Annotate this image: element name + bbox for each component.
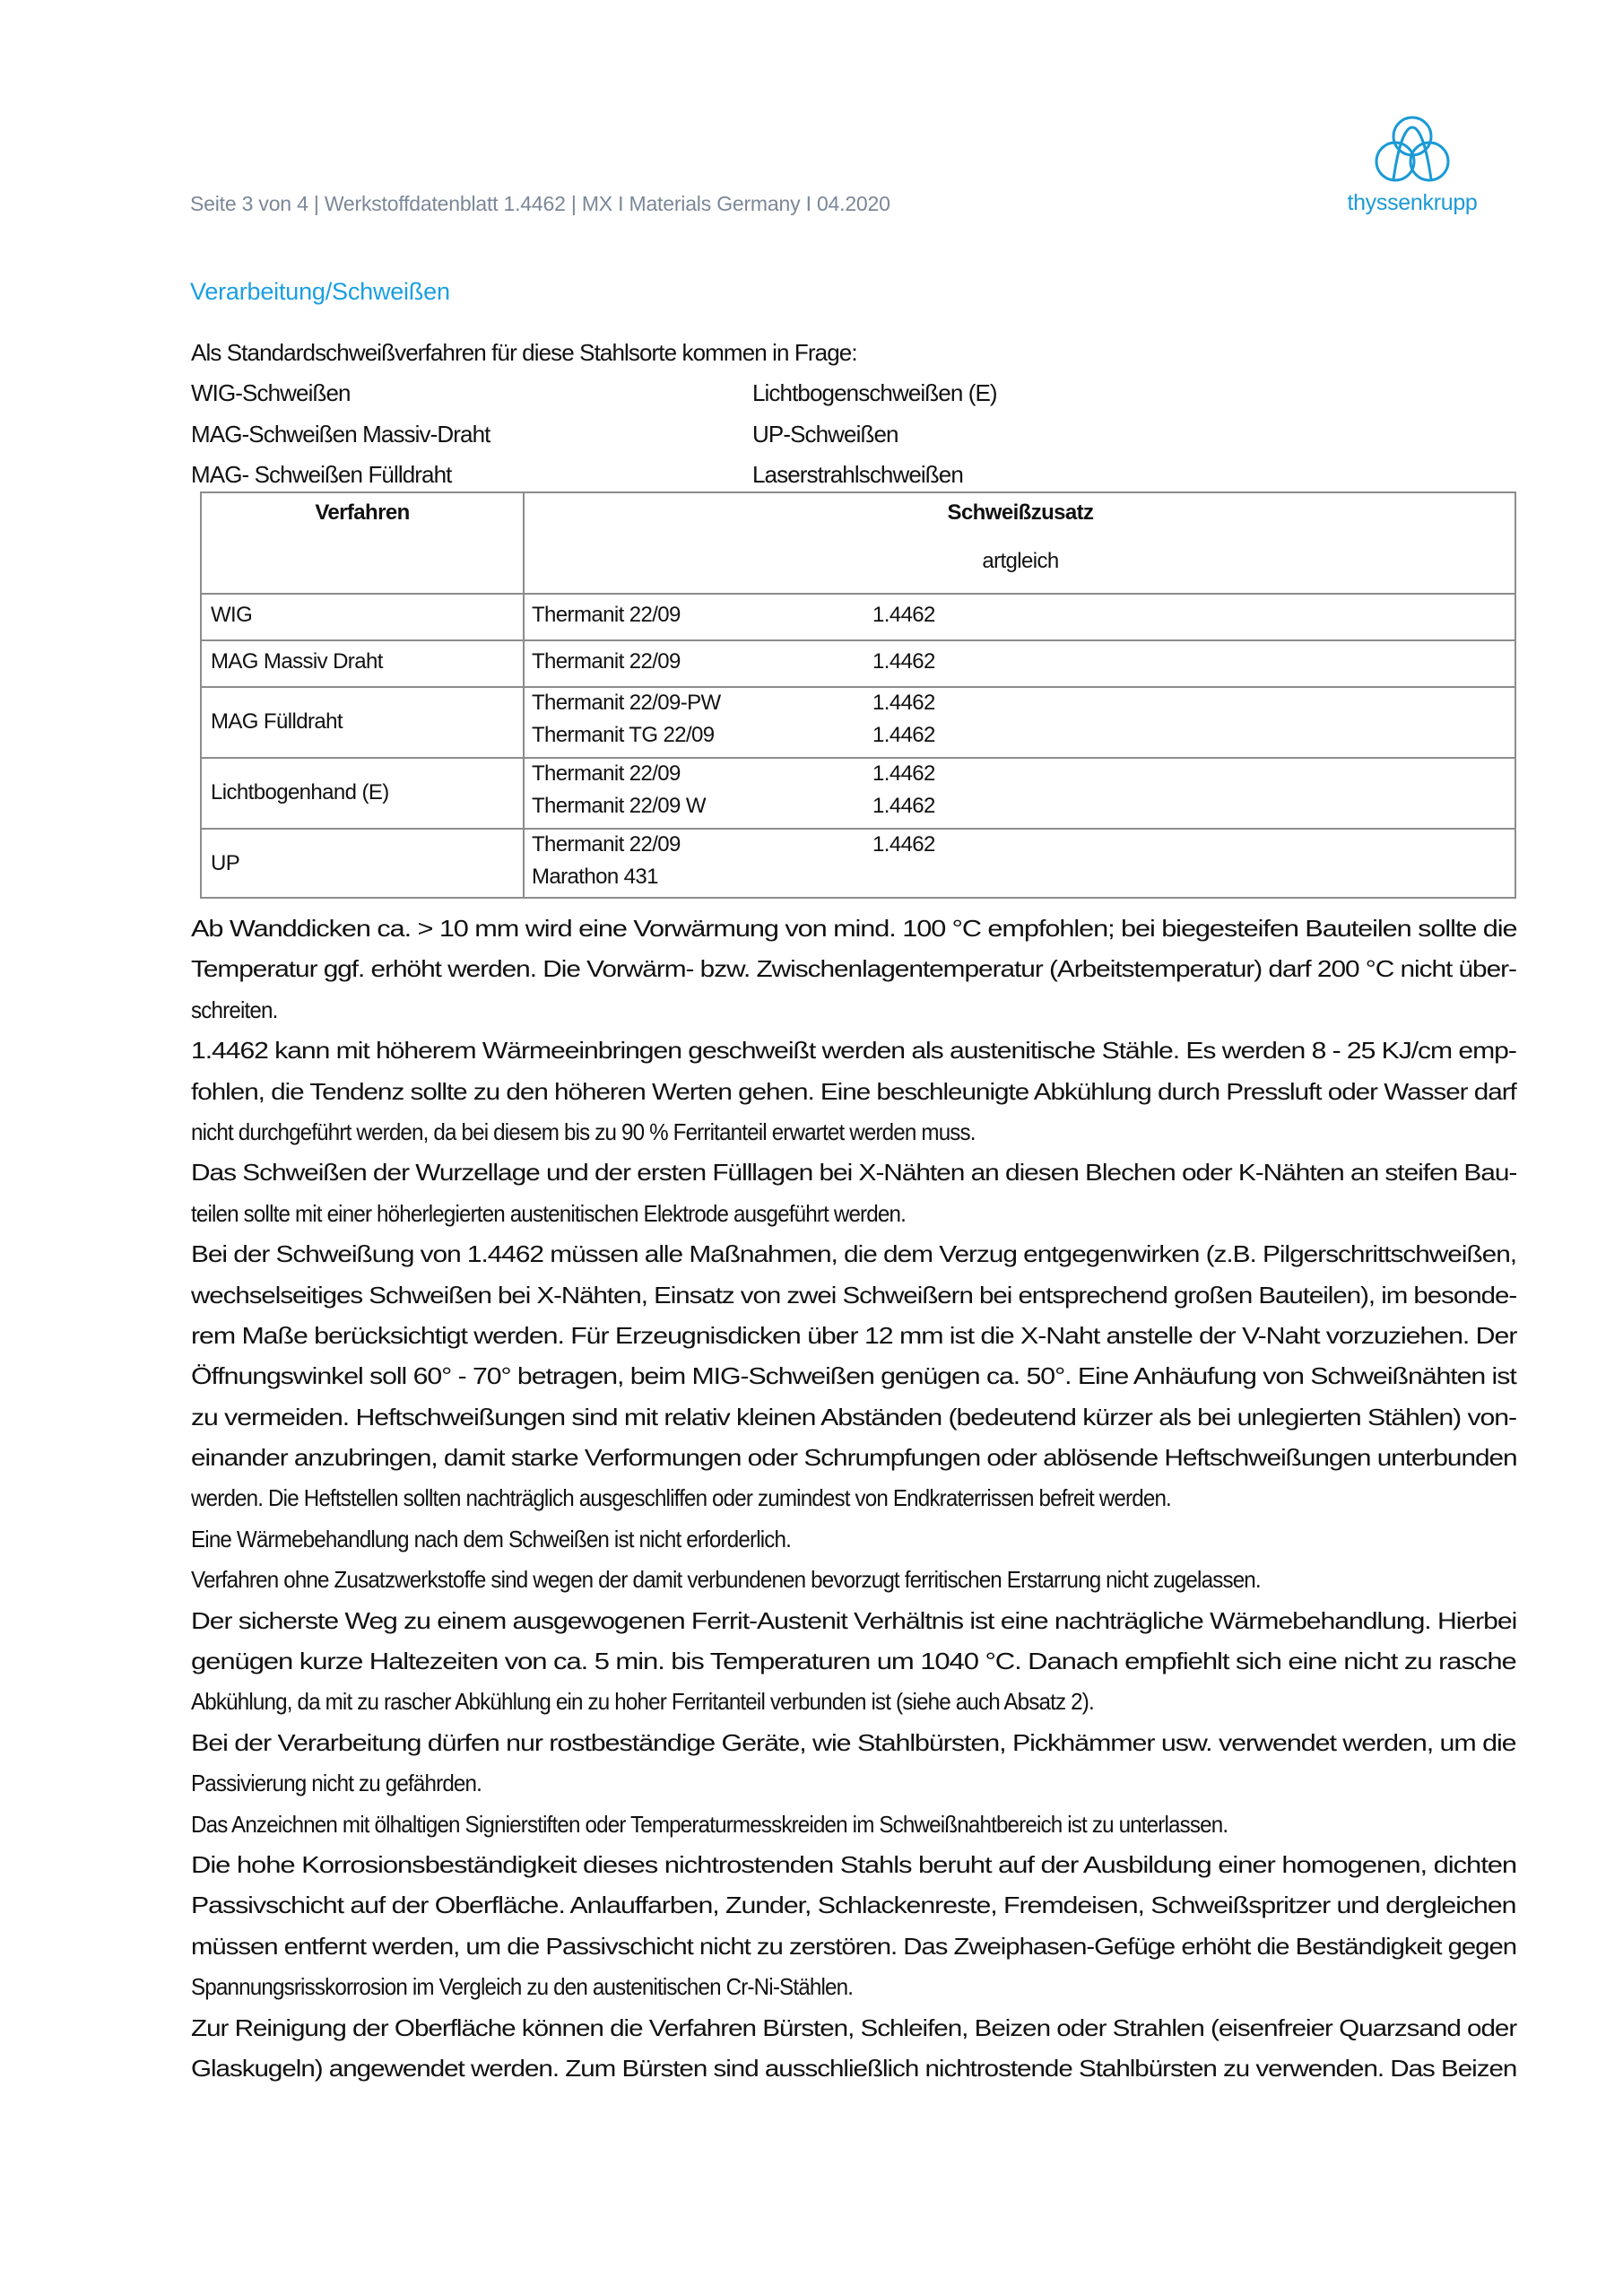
body-text-line: Zur Reinigung der Oberfläche können die Verfahren Bürsten, Schleifen, Beizen oder Strahlen (eisenfreier Quarzsand oder: [191, 2013, 1517, 2041]
body-text-line: Bei der Verarbeitung dürfen nur rostbeständige Geräte, wie Stahlbürsten, Pickhämmer usw. verwendet werden, um die: [191, 1728, 1516, 1756]
table-row-divider: [202, 686, 1515, 688]
process-item: Laserstrahlschweißen: [752, 461, 963, 488]
body-text-line: Temperatur ggf. erhöht werden. Die Vorwärm- bzw. Zwischenlagentemperatur (Arbeitstemperatur) darf 200 °C nicht über-: [191, 955, 1516, 983]
row-filler-material: 1.4462: [872, 603, 935, 627]
body-text-line: Der sicherste Weg zu einem ausgewogenen Ferrit-Austenit Verhältnis ist eine nachträgliche Wärmebehandlung. Hierbei: [191, 1606, 1517, 1634]
table-header-schweisszusatz: Schweißzusatz: [947, 500, 1094, 525]
body-text-line: wechselseitiges Schweißen bei X-Nähten, Einsatz von zwei Schweißern bei entsprechend großen Bauteilen), im besonde-: [191, 1281, 1517, 1309]
body-text-line: rem Maße berücksichtigt werden. Für Erzeugnisdicken über 12 mm ist die X-Naht anstelle der V-Naht vorzuziehen. Der: [191, 1321, 1517, 1349]
row-filler-material: 1.4462: [872, 832, 935, 857]
row-verfahren: MAG Massiv Draht: [211, 649, 383, 674]
row-filler-material: 1.4462: [872, 649, 935, 674]
body-text-line: teilen sollte mit einer höherlegierten austenitischen Elektrode ausgeführt werden.: [191, 1199, 906, 1227]
section-heading: Verarbeitung/Schweißen: [190, 278, 450, 305]
row-filler-material: 1.4462: [872, 723, 935, 747]
body-text-line: einander anzubringen, damit starke Verformungen oder Schrumpfungen oder ablösende Heftschweißungen unterbunden: [191, 1444, 1517, 1472]
brand-name: thyssenkrupp: [1347, 190, 1478, 215]
row-filler-material: 1.4462: [872, 794, 935, 818]
body-text-line: Glaskugeln) angewendet werden. Zum Bürsten sind ausschließlich nichtrostende Stahlbürsten zu verwenden. Das Beizen: [191, 2054, 1517, 2082]
row-filler-name: Marathon 431: [532, 865, 658, 889]
body-text-line: genügen kurze Haltezeiten von ca. 5 min. bis Temperaturen um 1040 °C. Danach empfiehlt sich eine nicht zu rasche: [191, 1648, 1516, 1675]
body-text-line: nicht durchgeführt werden, da bei diesem bis zu 90 % Ferritanteil erwartet werden muss.: [191, 1118, 976, 1145]
row-filler-material: 1.4462: [872, 761, 935, 786]
body-text-line: Ab Wanddicken ca. > 10 mm wird eine Vorwärmung von mind. 100 °C empfohlen; bei biegesteifen Bauteilen sollte die: [191, 915, 1517, 942]
row-verfahren: Lichtbogenhand (E): [211, 780, 389, 804]
table-subheader-artgleich: artgleich: [982, 549, 1059, 573]
body-text-line: Passivierung nicht zu gefährden.: [191, 1770, 482, 1797]
body-text-line: Spannungsrisskorrosion im Vergleich zu den austenitischen Cr-Ni-Stählen.: [191, 1973, 854, 2001]
body-text-line: schreiten.: [191, 996, 278, 1023]
row-filler-name: Thermanit 22/09: [532, 603, 681, 627]
body-text-line: Passivschicht auf der Oberfläche. Anlauffarben, Zunder, Schlackenreste, Fremdeisen, Schweißspritzer und dergleichen: [191, 1892, 1516, 1919]
body-text-line: zu vermeiden. Heftschweißungen sind mit relativ kleinen Abständen (bedeutend kürzer als bei unlegierten Stählen) von-: [191, 1403, 1517, 1431]
row-verfahren: WIG: [211, 603, 253, 627]
process-item: MAG- Schweißen Fülldraht: [191, 461, 452, 488]
intro-lead: Als Standardschweißverfahren für diese Stahlsorte kommen in Frage:: [191, 339, 857, 366]
row-verfahren: UP: [211, 851, 240, 875]
body-text: [191, 913, 1516, 2093]
body-text-line: Bei der Schweißung von 1.4462 müssen alle Maßnahmen, die dem Verzug entgegenwirken (z.B. Pilgerschrittschweißen,: [191, 1240, 1517, 1268]
welding-filler-table: [200, 491, 1516, 899]
body-text-line: Die hohe Korrosionsbeständigkeit dieses nichtrostenden Stahls beruht auf der Ausbildung einer homogenen, dichten: [191, 1850, 1517, 1878]
body-text-line: Eine Wärmebehandlung nach dem Schweißen ist nicht erforderlich.: [191, 1525, 792, 1552]
row-verfahren: MAG Fülldraht: [211, 709, 343, 734]
table-row-divider: [202, 757, 1515, 759]
table-header-verfahren: Verfahren: [315, 500, 410, 525]
row-filler-name: Thermanit 22/09: [532, 649, 681, 674]
row-filler-name: Thermanit 22/09: [532, 761, 681, 786]
page-header-text: Seite 3 von 4 | Werkstoffdatenblatt 1.4462 | MX I Materials Germany I 04.2020: [190, 192, 890, 215]
process-item: MAG-Schweißen Massiv-Draht: [191, 421, 490, 448]
process-item: Lichtbogenschweißen (E): [752, 379, 997, 406]
body-text-line: Öffnungswinkel soll 60° - 70° betragen, beim MIG-Schweißen genügen ca. 50°. Eine Anhäufung von Schweißnähten ist: [191, 1362, 1516, 1390]
body-text-line: Das Anzeichnen mit ölhaltigen Signierstiften oder Temperaturmesskreiden im Schweißnahtbereich ist zu unterlassen.: [191, 1810, 1228, 1838]
row-filler-name: Thermanit TG 22/09: [532, 723, 715, 747]
table-row-divider: [202, 639, 1515, 641]
body-text-line: Das Schweißen der Wurzellage und der ersten Fülllagen bei X-Nähten an diesen Blechen oder K-Nähten an steifen Bau-: [191, 1159, 1517, 1187]
body-text-line: 1.4462 kann mit höherem Wärmeeinbringen geschweißt werden als austenitische Stähle. Es werden 8 - 25 KJ/cm emp-: [191, 1037, 1516, 1065]
body-text-line: Verfahren ohne Zusatzwerkstoffe sind wegen der damit verbundenen bevorzugt ferritischen Erstarrung nicht zugelassen.: [191, 1566, 1261, 1594]
process-item: WIG-Schweißen: [191, 379, 351, 406]
row-filler-material: 1.4462: [872, 691, 935, 715]
body-text-line: werden. Die Heftstellen sollten nachträglich ausgeschliffen oder zumindest von Endkraterrissen befreit werden.: [191, 1484, 1171, 1512]
row-filler-name: Thermanit 22/09: [532, 832, 681, 857]
row-filler-name: Thermanit 22/09 W: [532, 794, 706, 818]
body-text-line: fohlen, die Tendenz sollte zu den höheren Werten gehen. Eine beschleunigte Abkühlung durch Pressluft oder Wasser darf: [191, 1077, 1516, 1105]
brand-logo: [1336, 115, 1488, 222]
row-filler-name: Thermanit 22/09-PW: [532, 691, 721, 715]
table-row-divider: [202, 593, 1515, 595]
body-text-line: müssen entfernt werden, um die Passivschicht nicht zu zerstören. Das Zweiphasen-Gefüge erhöht die Beständigkeit gegen: [191, 1932, 1517, 1960]
process-item: UP-Schweißen: [752, 421, 898, 448]
thyssenkrupp-rings-logo-icon: [1374, 115, 1451, 187]
table-row-divider: [202, 828, 1515, 830]
body-text-line: Abkühlung, da mit zu rascher Abkühlung ein zu hoher Ferritanteil verbunden ist (siehe auch Absatz 2).: [191, 1688, 1094, 1716]
